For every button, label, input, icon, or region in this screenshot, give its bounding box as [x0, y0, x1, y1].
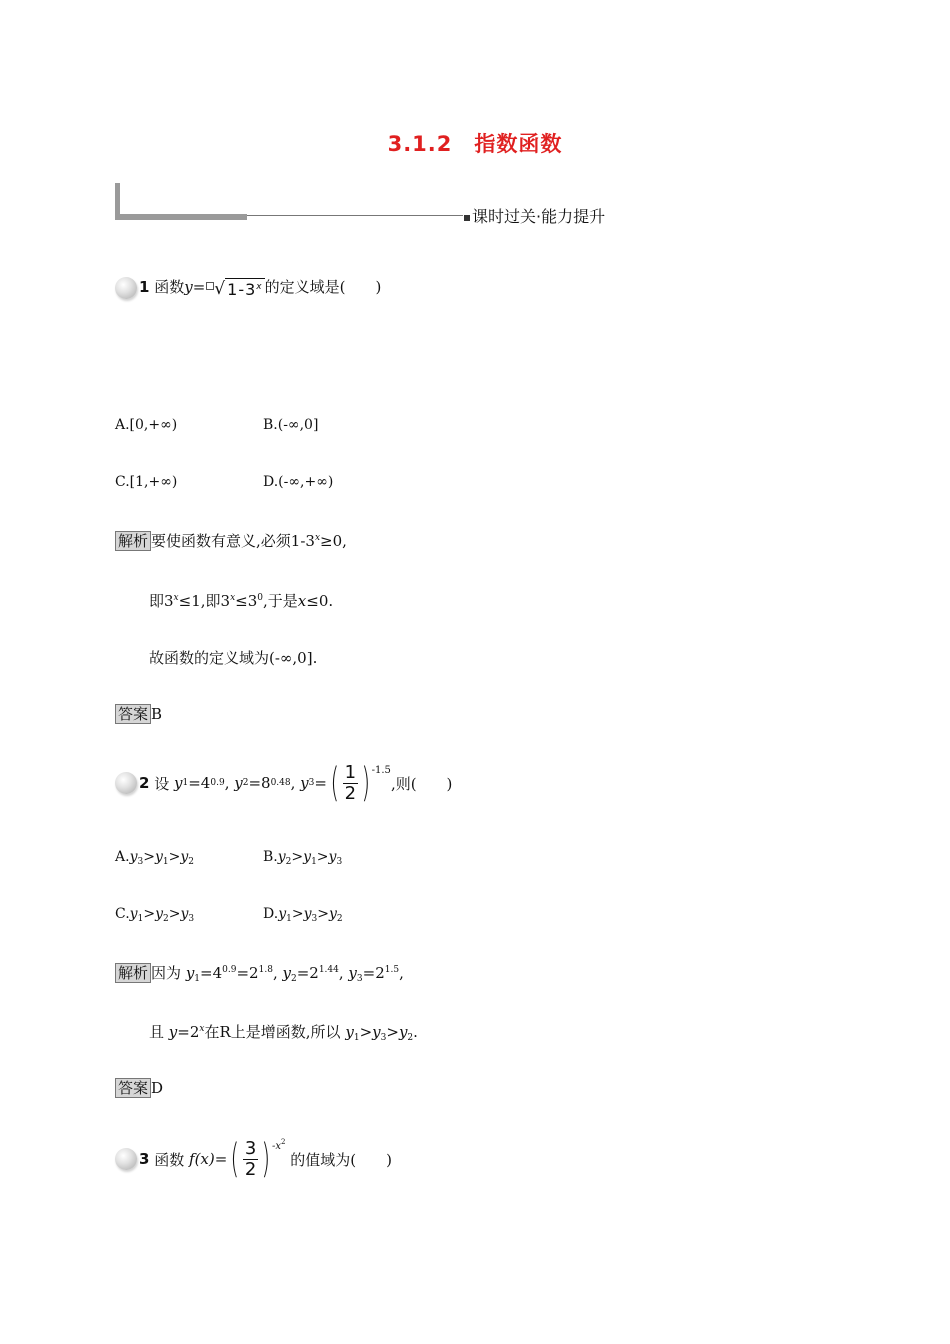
- page-title: 3.1.2 指数函数: [387, 132, 563, 156]
- q1-option-b: B.(-∞,0]: [263, 417, 319, 433]
- analysis-tag: 解析: [115, 531, 151, 551]
- answer-tag: 答案: [115, 704, 151, 724]
- q1-analysis-line-1: 解析 要使函数有意义,必须$1-3^x\ge 0$,: [115, 530, 347, 551]
- q2-analysis-line-2: 且 $y=2^x$在R上是增函数,所以 $y_1>y_3>y_2$.: [149, 1023, 418, 1043]
- answer-tag: 答案: [115, 1078, 151, 1098]
- q2-option-b: $B.y_2>y_1>y_3$: [263, 849, 343, 867]
- q1-analysis-line-3: 故函数的定义域为(-∞,0].: [149, 649, 318, 667]
- question-1: 1 函数y= √ 1-3$^x$ 的定义域是( ): [115, 276, 381, 299]
- question-bullet-icon: [115, 1148, 137, 1170]
- analysis-tag: 解析: [115, 963, 151, 983]
- section-divider: [247, 215, 463, 216]
- q2-answer: 答案 D: [115, 1078, 163, 1098]
- section-label: 课时过关·能力提升: [464, 204, 605, 227]
- question-bullet-icon: [115, 772, 137, 794]
- q1-option-c: C.[1,+∞): [115, 474, 178, 490]
- q1-option-d: D.(-∞,+∞): [263, 474, 334, 490]
- question-bullet-icon: [115, 277, 137, 299]
- square-root: √ 1-3$^x$: [214, 278, 263, 299]
- q2-option-c: $C.y_1>y_2>y_3$: [115, 906, 195, 924]
- question-2: 2 设 y 1 =4 0.9 , y 2 =8 0.48 , y 3 = ( $\frac{1}{2}$ ) -1.5 ,则( ): [115, 758, 452, 808]
- q1-analysis-line-2: 即$3^x\le 1$,即$3^x\le 3^0$,于是x≤0.: [149, 592, 334, 610]
- fraction-three-halves: ( $\frac{3}{2}$ ) $-x^2$: [230, 1136, 286, 1182]
- square-bullet-icon: [464, 215, 470, 221]
- question-3: 3 函数 f(x) = ( $\frac{3}{2}$ ) $-x^2$ 的值域为( ): [115, 1132, 392, 1186]
- q2-analysis-line-1: 解析 因为 $y_1=4^{0.9}=2^{1.8}$, $y_2=2^{1.44}$, $y_3=2^{1.5}$,: [115, 962, 404, 983]
- placeholder-box-icon: [206, 282, 214, 290]
- q2-option-d: $D.y_1>y_3>y_2$: [263, 906, 343, 924]
- q1-answer: 答案 B: [115, 704, 162, 724]
- q1-option-a: A.[0,+∞): [115, 417, 178, 433]
- section-bar-thick: [115, 214, 247, 220]
- fraction-one-half: ( $\frac{1}{2}$ ) -1.5: [330, 760, 391, 806]
- q2-option-a: $A.y_3>y_1>y_2$: [115, 849, 194, 867]
